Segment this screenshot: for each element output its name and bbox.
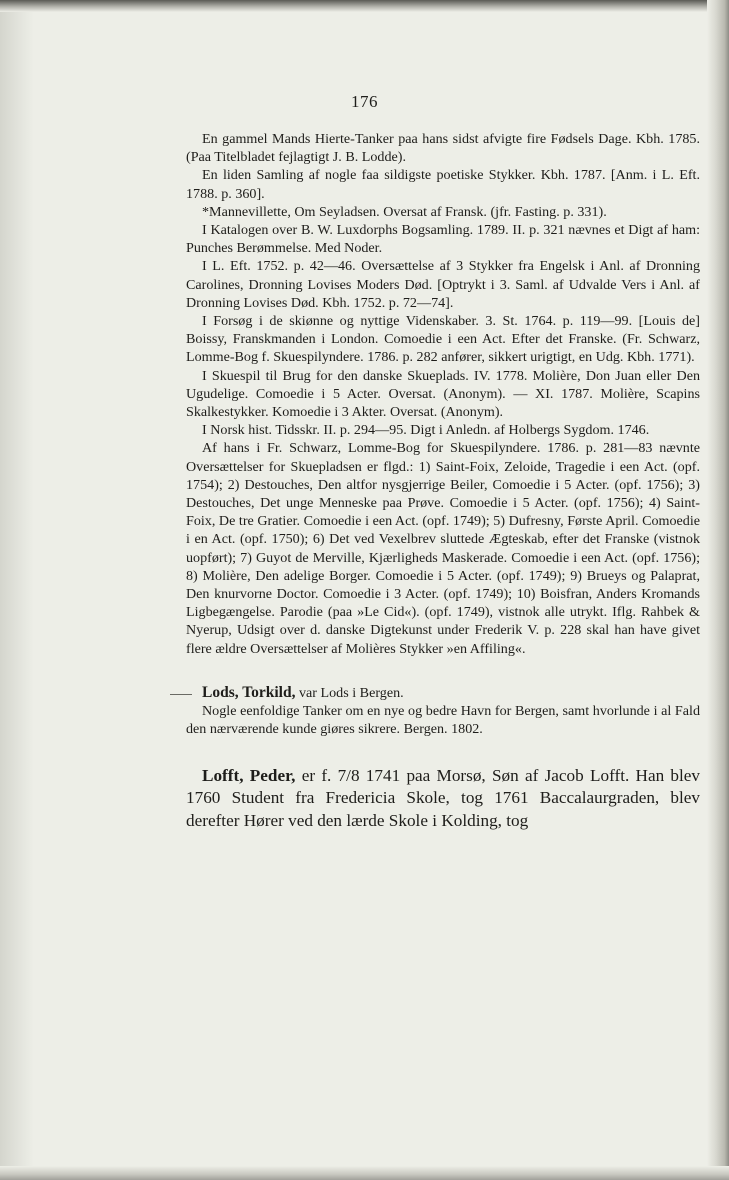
entry-name: Lofft, Peder, [202, 765, 296, 785]
entry-text: Nogle eenfoldige Tanker om en nye og bedre Havn for Bergen, samt hvorlunde i al Fald den nærværende kunde giøres sikrere. Bergen. 1802. [186, 703, 700, 738]
paragraph-list [186, 130, 700, 658]
paragraph: I L. Eft. 1752. p. 42—46. Oversættelse af 3 Stykker fra Engelsk i Anl. af Dronning Carolines, Dronning Lovises Moders Død. [Optrykt i 3. Saml. af Udvalde Vers i Anl. af Dronning Lovises Død. Kbh. 1752. p. 72—74]. [186, 258, 700, 311]
paragraph: En liden Samling af nogle faa sildigste poetiske Stykker. Kbh. 1787. [Anm. i L. Eft. 1788. p. 360]. [186, 167, 700, 202]
page-top-edge [0, 0, 729, 12]
page-body [186, 130, 700, 833]
entry-heading [186, 765, 700, 833]
paragraph: *Mannevillette, Om Seyladsen. Oversat af Fransk. (jfr. Fasting. p. 331). [202, 203, 607, 220]
paragraph: En gammel Mands Hierte-Tanker paa hans sidst afvigte fire Fødsels Dage. Kbh. 1785. (Paa Titelbladet fejlagtigt J. B. Lodde). [186, 131, 700, 166]
entry-name: Lods, Torkild, [202, 683, 296, 701]
paragraph: I Skuespil til Brug for den danske Skueplads. IV. 1778. Molière, Don Juan eller Den Ugudelige. Comoedie i 5 Acter. Oversat. (Anonym). — XI. 1787. Molière, Scapins Skalkestykker. Komoedie i 3 Akter. Oversat. (Anonym). [186, 367, 700, 421]
entry-marker-rule [170, 694, 192, 695]
entry-heading [186, 684, 700, 702]
page-number: 176 [351, 92, 378, 111]
paragraph: I Norsk hist. Tidsskr. II. p. 294—95. Digt i Anledn. af Holbergs Sygdom. 1746. [202, 422, 650, 439]
paragraph: Af hans i Fr. Schwarz, Lomme-Bog for Skuespilyndere. 1786. p. 281—83 nævnte Oversættelser for Skuepladsen er flgd.: 1) Saint-Foix, Zeloide, Tragedie i een Act. (opf. 1754); 2) Destouches, Den altfor nysgjerrige Beiler, Comoedie i 5 Acter. (opf. 1756); 3) Destouches, Det unge Menneske paa Prøve. Comoedie i 5 Acter. (opf. 1756); 4) Saint-Foix, De tre Gratier. Comoedie i een Act. (opf. 1749); 5) Dufresny, Første April. Comoedie i en Act. (opf. 1750); 6) Det ved Vexelbrev sluttede Ægteskab, efter det Franske (vistnok uopført); 7) Guyot de Merville, Kjærligheds Maskerade. Comoedie i een Act. (opf. 1756); 8) Molière, Den adelige Borger. Comoedie i 5 Acter. (opf. 1749); 9) Brueys og Palaprat, Den knurvorne Doctor. Comoedie i 3 Acter. (opf. 1749); 10) Boisfran, Anders Kromands Ligbegængelse. Parodie (paa »Le Cid«). (opf. 1749), vistnok alle utrykt. Iflg. Rahbek & Nyerup, Udsigt over d. danske Digtekunst under Frederik V. p. 228 skal han have givet flere ældre Oversættelser af Molières Stykker »en Affiling«. [186, 440, 700, 657]
paragraph: I Forsøg i de skiønne og nyttige Videnskaber. 3. St. 1764. p. 119—99. [Louis de] Boissy, Franskmanden i London. Comoedie i een Act. Efter det Franske. (Fr. Schwarz, Lomme-Bog f. Skuespilyndere. 1786. p. 282 anfører, sikkert urigtigt, en Udg. Kbh. 1771). [186, 313, 700, 366]
entry-lods [186, 684, 700, 739]
entry-text: er f. 7/8 1741 paa Morsø, Søn af Jacob Lofft. Han blev 1760 Student fra Fredericia Skole, tog 1761 Baccalaurgraden, blev derefter Hører ved den lærde Skole i Kolding, tog [186, 765, 701, 831]
entry-description: var Lods i Bergen. [295, 684, 404, 701]
page-right-edge [707, 0, 729, 1180]
page-bottom-edge [0, 1166, 729, 1180]
entry-lofft [186, 765, 700, 833]
paragraph: I Katalogen over B. W. Luxdorphs Bogsamling. 1789. II. p. 321 nævnes et Digt af ham: Punches Berømmelse. Med Noder. [186, 222, 700, 257]
page-gutter-shadow [0, 0, 34, 1180]
